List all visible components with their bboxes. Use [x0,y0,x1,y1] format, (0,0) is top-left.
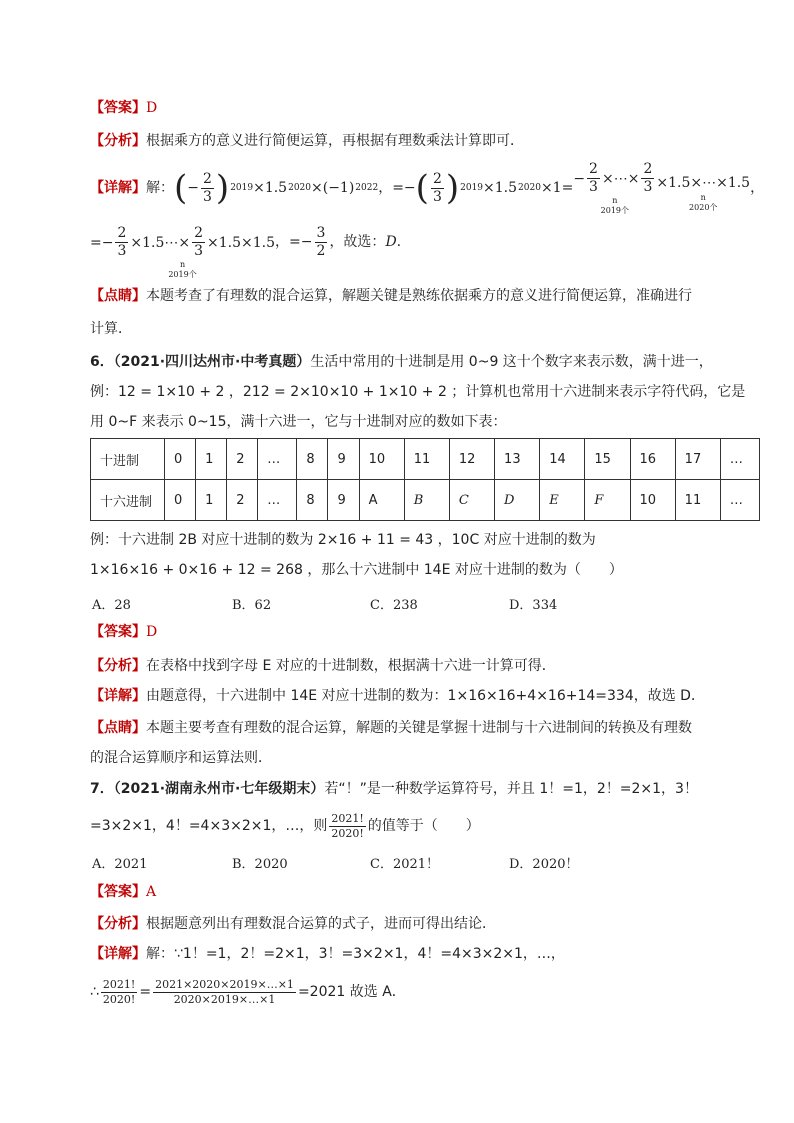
formula-part: ×1.5 [253,180,288,196]
q6-analysis-line: 【分析】在表格中找到字母 E 对应的十进制数，根据满十六进一计算可得． [90,658,556,674]
table-cell: … [720,480,759,521]
underbrace-line2: = − $\frac{2}{3}$ ×1.5⋯× $\frac{2}{3}$ ×1.5×1.5 n 2019个 [90,225,276,279]
table-cell: C [449,480,494,521]
table-cell: 11 [404,439,449,480]
q6-comment-line-1: 【点睛】本题主要考查有理数的混合运算，解题的关键是掌握十进制与十六进制间的转换及有理数 [90,720,692,736]
q7-detail-line-1: 【详解】解：∵1！=1，2！=2×1，3！=3×2×1，4！=4×3×2×1，…， [90,946,565,962]
table-cell: 16 [630,439,675,480]
table-cell: … [258,439,297,480]
answer-value: D [146,100,158,116]
table-cell: 1 [196,480,227,521]
table-cell: 8 [297,480,328,521]
table-cell: 12 [449,439,494,480]
option-a: A．2021 [92,857,148,872]
table-cell: 1 [196,439,227,480]
table-cell: F [585,480,630,521]
table-cell: 14 [540,439,585,480]
q7-stem-line-1: 7．（2021·湖南永州市·七年级期末）若“！”是一种数学运算符号，并且 1！=1，2！=2×1，3！ [90,781,698,797]
table-cell: 2 [227,480,258,521]
fraction-expansion: $\frac{2021\times 2020\times 2019\times\dots\times 1}{2020\times 2019\times\dots\times 1}$ [155,977,294,1006]
underbrace-2020: ×1.5×⋯×1.5 n 2020个 [656,174,751,212]
table-cell: 11 [675,480,720,521]
q6-detail-line: 【详解】由题意得，十六进制中 14E 对应十进制的数为：1×16×16+4×16+14=334，故选 D． [90,688,705,704]
underbrace-2019: − $\frac{2}{3}$ ×⋯× $\frac{2}{3}$ n 2019个 [573,161,653,215]
table-cell: 13 [495,439,540,480]
table-cell: 十六进制 [91,480,165,521]
table-cell: 9 [328,439,359,480]
q7-stem-line-2: =3×2×1，4！=4×3×2×1，…，则 $\frac{2021!}{2020!}$ 的值等于（ ） [90,811,480,840]
table-cell: D [495,480,540,521]
table-row-hex [91,480,760,521]
question-number: 6． [90,354,114,370]
q5-answer-line [90,98,157,118]
q6-comment-line-2: 的混合运算顺序和运算法则． [90,750,272,766]
fraction-three-halves: $\frac{3}{2}$ [316,224,326,259]
analysis-tag: 【分析】 [90,133,146,149]
table-cell: 15 [585,439,630,480]
analysis-text: 根据乘方的意义进行简便运算，再根据有理数乘法计算即可． [146,133,524,149]
option-b: B．62 [232,598,272,613]
q5-comment-line-1: 【点睛】本题考查了有理数的混合运算，解题关键是熟练依据乘方的意义进行简便运算，准确进行 [90,288,692,304]
q6-example-line-2: 1×16×16 + 0×16 + 12 = 268 ，那么十六进制中 14E 对应十进制的数为（ ） [90,562,623,578]
option-d: D．334 [509,598,558,613]
table-cell: 10 [630,480,675,521]
table-cell: 10 [359,439,404,480]
table-cell: B [404,480,449,521]
option-c: C．238 [370,598,418,613]
q6-answer-line: 【答案】D [90,624,158,640]
table-cell: 十进制 [91,439,165,480]
q6-stem-line-3: 用 0~F 来表示 0~15，满十六进一，它与十进制对应的数如下表： [90,414,507,430]
option-c: C．2021！ [370,857,440,872]
exponent: 2019 [230,183,254,193]
question-source: （2021·四川达州市·中考真题） [113,354,311,370]
table-cell: 9 [328,480,359,521]
table-cell: 2 [227,439,258,480]
q6-example-line-1: 例：十六进制 2B 对应十进制的数为 2×16 + 11 = 43 ，10C 对应十进制的数为 [90,532,596,548]
answer-tag: 【答案】 [90,100,146,116]
q7-answer-line: 【答案】A [90,884,157,900]
q5-detail-line-2: = − $\frac{2}{3}$ ×1.5⋯× $\frac{2}{3}$ ×1.5×1.5 n 2019个 ，=− $\frac{3}{2}$ ，故选： D . [90,224,402,279]
table-cell: 0 [165,439,196,480]
q6-stem-line-2: 例：12 = 1×10 + 2 ，212 = 2×10×10 + 1×10 + 2 ；计算机也常用十六进制来表示字符代码，它是 [90,384,746,400]
q6-stem-line-1: 6．（2021·四川达州市·中考真题）生活中常用的十进制是用 0~9 这十个数字来表示数，满十进一， [90,354,713,370]
table-cell: 17 [675,439,720,480]
q5-analysis-line [90,131,524,151]
option-b: B．2020 [232,857,288,872]
q7-detail-line-2: ∴ $\frac{2021!}{2020!}$ = $\frac{2021\times 2020\times 2019\times\dots\times 1}{2020\times 2019\times\dots\times 1}$ =2021 故选 A． [90,977,406,1006]
table-cell: E [540,480,585,521]
q5-detail-line-1: 【详解】 解： ( − $\frac{2}{3}$ ) 2019 ×1.5 2020 ×(−1) 2022 ，=− ( $\frac{2}{3}$ ) 2019 ×1.5 2020 ×1= − $\frac{2}{3}$ ×⋯× $\frac{2}{3}$ n 2019个 ×1.5×⋯×1.5 n 2020个 ， [90,161,765,215]
table-cell: A [359,480,404,521]
detail-tag: 【详解】 [90,180,146,196]
comment-tag: 【点睛】 [90,288,146,304]
fraction-two-thirds: $\frac{2}{3}$ [203,170,212,205]
table-row-decimal [91,439,760,480]
base-conversion-table [90,438,760,521]
table-cell: … [258,480,297,521]
q5-comment-line-2: 计算． [90,321,132,337]
table-cell: 8 [297,439,328,480]
table-cell: … [720,439,759,480]
fraction-factorial: $\frac{2021!}{2020!}$ [331,811,364,840]
option-d: D．2020！ [509,857,579,872]
option-a: A．28 [92,598,131,613]
q7-analysis-line: 【分析】根据题意列出有理数混合运算的式子，进而可得出结论． [90,916,496,932]
table-cell: 0 [165,480,196,521]
detail-prefix: 解： [146,180,174,196]
